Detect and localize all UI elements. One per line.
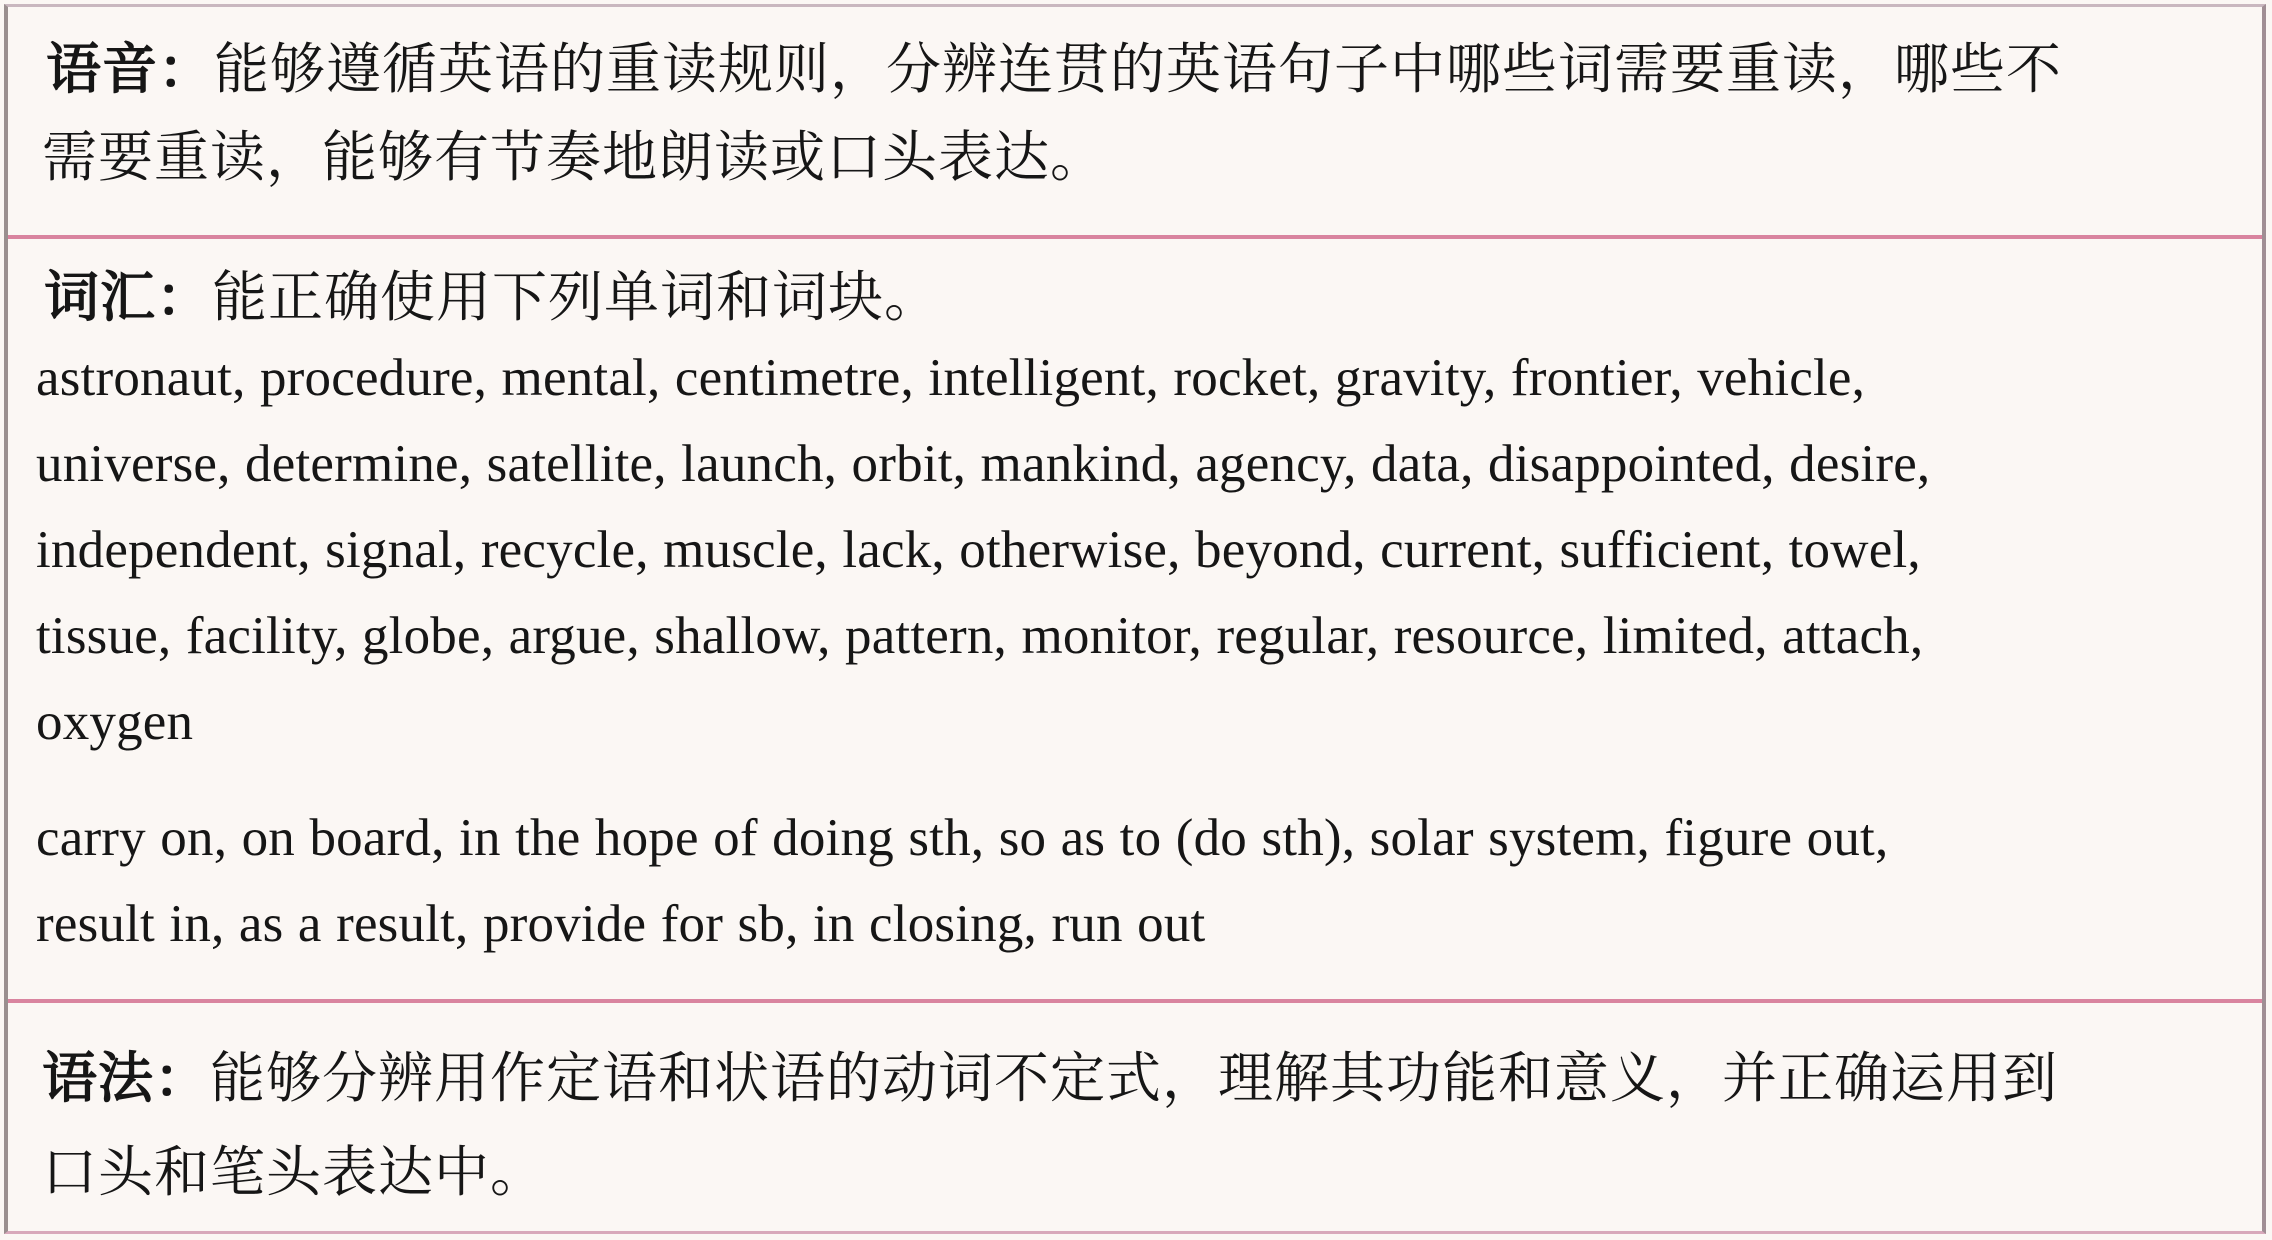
grammar-text bbox=[42, 1031, 2262, 1219]
word-list-line: oxygen bbox=[36, 693, 194, 751]
vocabulary-label: 词汇： bbox=[44, 265, 213, 329]
vocabulary-intro: 能正确使用下列单词和词块。 bbox=[212, 265, 941, 329]
pronunciation-text bbox=[42, 25, 2262, 201]
grammar-section bbox=[8, 1031, 2262, 1231]
word-list-line: universe, determine, satellite, launch, orbit, mankind, agency, data, disappointed, desire, bbox=[36, 435, 1931, 493]
pronunciation-line-1: 语音：能够遵循英语的重读规则，分辨连贯的英语句子中哪些词需要重读，哪些不 bbox=[46, 37, 2063, 101]
word-list-line: tissue, facility, globe, argue, shallow, pattern, monitor, regular, resource, limited, attach, bbox=[36, 607, 1924, 665]
vocabulary-word-list bbox=[36, 335, 2232, 765]
phrase-list-line: result in, as a result, provide for sb, in closing, run out bbox=[36, 895, 1206, 953]
pronunciation-section bbox=[8, 25, 2262, 235]
divider-top bbox=[8, 235, 2262, 239]
standards-table bbox=[4, 4, 2266, 1234]
grammar-label: 语法： bbox=[42, 1046, 211, 1110]
phrase-list-line: carry on, on board, in the hope of doing sth, so as to (do sth), solar system, figure out, bbox=[36, 809, 1889, 867]
pronunciation-line-2: 需要重读，能够有节奏地朗读或口头表达。 bbox=[42, 125, 1107, 189]
pronunciation-label: 语音： bbox=[46, 37, 215, 101]
divider-bottom bbox=[8, 999, 2262, 1003]
grammar-line-1: 语法：能够分辨用作定语和状语的动词不定式，理解其功能和意义，并正确运用到 bbox=[42, 1046, 2059, 1110]
vocabulary-phrase-list bbox=[36, 795, 2232, 967]
vocabulary-section bbox=[8, 261, 2262, 1001]
grammar-line-2: 口头和笔头表达中。 bbox=[42, 1140, 547, 1204]
word-list-line: independent, signal, recycle, muscle, lack, otherwise, beyond, current, sufficient, towel, bbox=[36, 521, 1921, 579]
vocabulary-heading bbox=[44, 261, 2232, 333]
word-list-line: astronaut, procedure, mental, centimetre, intelligent, rocket, gravity, frontier, vehicle, bbox=[36, 349, 1866, 407]
